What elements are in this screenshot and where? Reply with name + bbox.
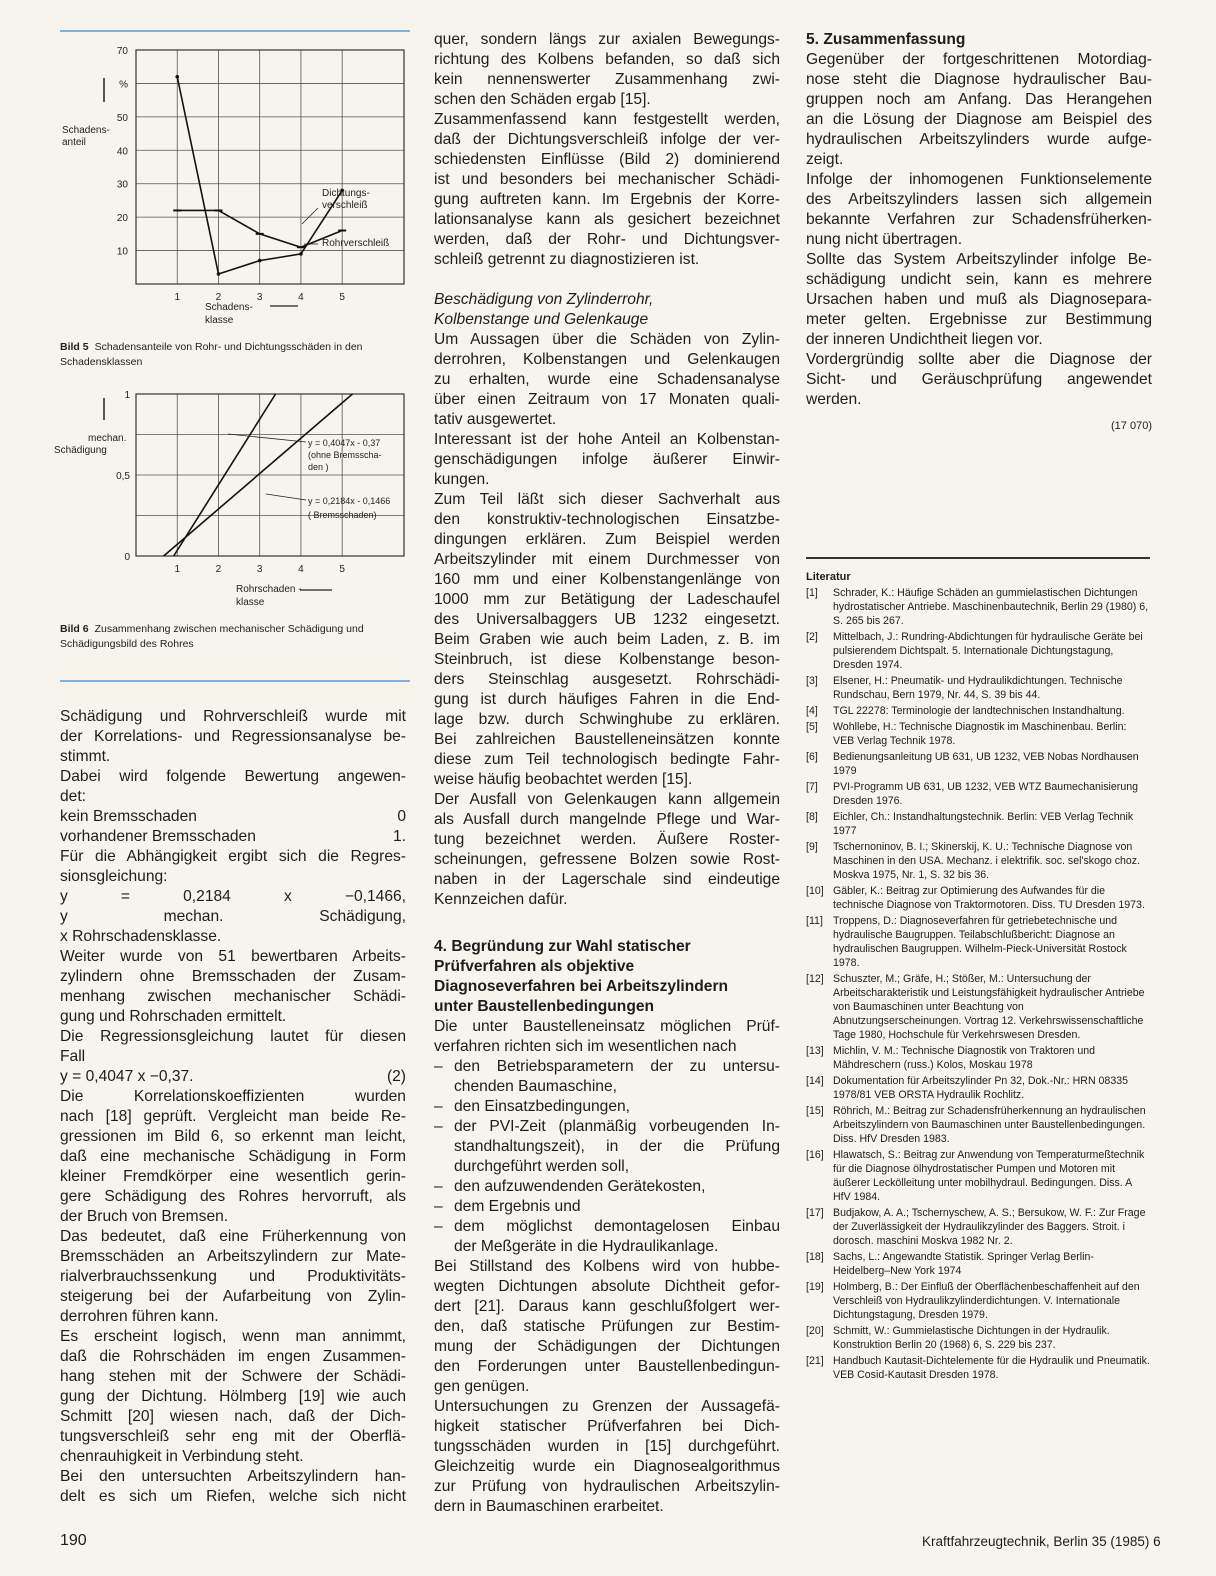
- text-line: Sicht- und Geräuschprüfung angewendet: [806, 371, 1152, 388]
- text-line: als Ausfall durch mangelnde Pflege und War-: [434, 811, 780, 828]
- reference-number: [15]: [806, 1105, 824, 1117]
- reference-text: Dokumentation für Arbeitszylinder Pn 32, Dok.-Nr.: HRN 08335 1978/81 VEB ORSTA Hydraulik Rochlitz.: [833, 1075, 1128, 1101]
- x-axis-label: Schadens-: [205, 302, 253, 313]
- reference-text: Röhrich, M.: Beitrag zur Schadensfrüherkennung an hydraulischen Arbeitszylindern von Baumaschinen unter Baustellenbedingungen. Diss. HfV Dresden 1983.: [833, 1105, 1146, 1145]
- text-line: steigerung bei der Aufarbeitung von Zylin-: [60, 1288, 406, 1305]
- section-heading: 4. Begründung zur Wahl statischer: [434, 938, 691, 955]
- y-tick-label: 1: [124, 390, 130, 401]
- article-code: (17 070): [1111, 420, 1152, 432]
- text-line: lationsanalyse kann als gesichert bezeichnet: [434, 211, 780, 228]
- regression-label-1: y = 0,4047x - 0,37: [308, 438, 381, 448]
- data-point: [258, 259, 262, 263]
- text-line: y = 0,2184 x −0,1466,: [60, 888, 406, 905]
- text-line: [60, 1067, 406, 1087]
- reference-item: [806, 1280, 1150, 1322]
- text-line: Bei den untersuchten Arbeitszylindern han-: [60, 1468, 406, 1485]
- text-line-right: 0: [397, 808, 406, 825]
- text-line: dern in Baumaschinen erarbeitet.: [434, 1498, 664, 1515]
- list-item-text: den Betriebsparametern der zu untersu-: [454, 1058, 780, 1075]
- text-line-right: (2): [386, 1068, 406, 1085]
- text-line: menhang zwischen mechanischer Schädi-: [60, 988, 406, 1005]
- x-axis-label: klasse: [236, 597, 265, 608]
- text-line: diese zum Teil technologisch bedingte Fahr-: [434, 751, 780, 768]
- text-line: meter gelten. Ergebnisse zur Bestimmung: [806, 311, 1152, 328]
- text-line: der Korrelations- und Regressionsanalyse be-: [60, 728, 406, 745]
- text-line: higkeit statischer Prüfverfahren bei Dich-: [434, 1418, 780, 1435]
- text-line: Weiter wurde von 51 bewertbaren Arbeits-: [60, 948, 406, 965]
- list-item-text: den Einsatzbedingungen,: [454, 1098, 631, 1115]
- reference-number: [4]: [806, 705, 818, 717]
- x-tick-label: 2: [215, 564, 222, 575]
- y-axis-label: anteil: [62, 137, 86, 148]
- list-item: [434, 1057, 780, 1077]
- text-line: Der Ausfall von Gelenkaugen kann allgemein: [434, 791, 780, 808]
- text-line: derrohren, Kolbenstangen und Gelenkaugen: [434, 351, 780, 368]
- page-number: 190: [60, 1532, 87, 1549]
- dash-marker: –: [434, 1178, 443, 1195]
- dash-marker: [434, 1237, 454, 1257]
- text-line: richtung des Kolbens befanden, so daß sich: [434, 51, 780, 68]
- text-line: Die unter Baustelleneinsatz möglichen Prüf-: [434, 1018, 780, 1035]
- text-line: den, daß statische Prüfungen zur Bestim-: [434, 1318, 780, 1335]
- spacer: [434, 270, 780, 290]
- dash-marker: –: [434, 1098, 443, 1115]
- y-tick-label: 10: [116, 246, 128, 258]
- text-line: gung ist durch häufiges Fahren in die End-: [434, 691, 780, 708]
- reference-number: [2]: [806, 631, 818, 643]
- list-item-text: der Meßgeräte in die Hydraulikanlage.: [454, 1238, 719, 1255]
- text-line: Fall: [60, 1048, 86, 1065]
- y-axis-label: Schadens-: [62, 125, 110, 136]
- text-line: Schmitt [20] wiesen nach, daß der Dich-: [60, 1408, 406, 1425]
- reference-text: Gäbler, K.: Beitrag zur Optimierung des Aufwandes für die technische Diagnose von Traktormotoren. Diss. TU Dresden 1973.: [833, 885, 1145, 911]
- reference-text: Eichler, Ch.: Instandhaltungstechnik. Berlin: VEB Verlag Technik 1977: [833, 811, 1134, 837]
- literature-list: [806, 570, 1150, 1384]
- y-axis-label: mechan.: [88, 433, 127, 444]
- x-tick-label: 5: [339, 564, 345, 575]
- x-tick-label: 1: [174, 292, 181, 303]
- text-line: Untersuchungen zu Grenzen der Aussagefä-: [434, 1398, 780, 1415]
- text-line: schädigung undicht sein, kann es mehrere: [806, 271, 1152, 288]
- text-line: 160 mm und einer Kolbenstangenlänge von: [434, 571, 780, 588]
- text-line: [60, 807, 406, 827]
- text-line: zur Prüfung von hydraulischen Arbeitszylin-: [434, 1478, 780, 1495]
- figure-5: [60, 36, 420, 336]
- y-tick-label: 50: [116, 112, 128, 124]
- text-line: det:: [60, 788, 87, 805]
- list-item-text: standhaltungszeit), in der die Prüfung: [454, 1138, 780, 1155]
- list-item: [434, 1077, 780, 1097]
- text-line: chenrauhigkeit in Verbindung steht.: [60, 1448, 304, 1465]
- reference-number: [20]: [806, 1325, 824, 1337]
- reference-item: [806, 914, 1150, 970]
- reference-number: [3]: [806, 675, 818, 687]
- text-line: 1000 mm zur Betätigung der Ladeschaufel: [434, 591, 780, 608]
- y-tick-label: 0,5: [116, 471, 130, 482]
- text-line: scheinungen, gefressene Bolzen sowie Rost-: [434, 851, 780, 868]
- reference-text: Hlawatsch, S.: Beitrag zur Anwendung von Temperaturmeßtechnik für die Diagnose ölhydrostatischer Pumpen und Motoren mit äußerer Leckölleitung unter mobilhydraul. Bedingungen. Diss. A HfV 1984.: [833, 1149, 1145, 1203]
- text-line: derrohren führen kann.: [60, 1308, 219, 1325]
- text-line: Bei Stillstand des Kolbens wird von hubbe-: [434, 1258, 780, 1275]
- list-item: [434, 1217, 780, 1237]
- text-line: hydraulischen Arbeitszylinders wurde aufge-: [806, 131, 1152, 148]
- list-item: [434, 1137, 780, 1157]
- text-line: tativ ausgewertet.: [434, 411, 557, 428]
- text-line: kungen.: [434, 471, 490, 488]
- literature-rule: [806, 557, 1150, 559]
- text-line: Gleichzeitig wurde ein Diagnosealgorithmus: [434, 1458, 780, 1475]
- y-axis-label: Schädigung: [54, 445, 107, 456]
- subsection-heading: Kolbenstange und Gelenkauge: [434, 311, 649, 328]
- text-line: Interessant ist der hohe Anteil an Kolbenstan-: [434, 431, 780, 448]
- reference-text: PVI-Programm UB 631, UB 1232, VEB WTZ Baumechanisierung Dresden 1976.: [833, 781, 1138, 807]
- x-axis-label: klasse: [205, 315, 234, 326]
- x-axis-label: Rohrschaden -: [236, 584, 302, 595]
- reference-text: Mittelbach, J.: Rundring-Abdichtungen für hydraulische Geräte bei pulsierendem Dichtspalt. 5. Internationale Dichtungstagung, Dresden 1974.: [833, 631, 1143, 671]
- text-line: daß die Rohrschäden im engen Zusammen-: [60, 1348, 406, 1365]
- reference-number: [12]: [806, 973, 824, 985]
- reference-number: [6]: [806, 751, 818, 763]
- text-line: gung auftreten kann. Im Ergebnis der Korre-: [434, 191, 780, 208]
- y-tick-label: 30: [116, 179, 128, 191]
- regression-label-1: den ): [308, 462, 329, 472]
- x-tick-label: 4: [298, 564, 304, 575]
- text-line: gere Schädigung des Rohres hervorruft, als: [60, 1188, 406, 1205]
- text-line: Sollte das System Arbeitszylinder infolge Be-: [806, 251, 1152, 268]
- column-2-text: [434, 30, 780, 1517]
- text-line: delt es sich um Riefen, welche sich nicht: [60, 1488, 406, 1505]
- figure-5-chart: [60, 36, 420, 336]
- label-leader: [266, 494, 306, 500]
- column-3-text: [806, 30, 1152, 436]
- series-label-rohr: Rohrverschleiß: [322, 238, 390, 249]
- text-line: zeigt.: [806, 151, 844, 168]
- reference-item: [806, 1074, 1150, 1102]
- reference-item: [806, 630, 1150, 672]
- text-line: schleiß getrennt zu diagnostizieren ist.: [434, 251, 700, 268]
- text-line: Es erscheint logisch, wenn man annimmt,: [60, 1328, 406, 1345]
- text-line: Infolge der inhomogenen Funktionselemente: [806, 171, 1152, 188]
- reference-number: [17]: [806, 1207, 824, 1219]
- reference-item: [806, 884, 1150, 912]
- dash-marker: –: [434, 1058, 443, 1075]
- reference-text: Schmitt, W.: Gummielastische Dichtungen in der Hydraulik. Konstruktion Berlin 20 (1968) 6, S. 229 bis 237.: [833, 1325, 1110, 1351]
- reference-number: [7]: [806, 781, 818, 793]
- text-line: ders Steinschlag ausgesetzt. Rohrschädi-: [434, 671, 780, 688]
- data-point: [299, 252, 303, 256]
- text-line: gung und Rohrschaden ermittelt.: [60, 1008, 287, 1025]
- text-line: Beim Graben wie auch beim Laden, z. B. im: [434, 631, 780, 648]
- reference-number: [13]: [806, 1045, 824, 1057]
- text-line: wegten Dichtungen absolute Dichtheit gefor-: [434, 1278, 780, 1295]
- list-item-text: durchgeführt werden soll,: [454, 1158, 630, 1175]
- reference-text: Handbuch Kautasit-Dichtelemente für die Hydraulik und Pneumatik. VEB Cosid-Kautasit Dresden 1978.: [833, 1355, 1150, 1381]
- regression-label-1: (ohne Bremsscha-: [308, 450, 382, 460]
- list-item-text: der PVI-Zeit (planmäßig vorbeugenden In-: [454, 1118, 780, 1135]
- text-line: tung bezeichnet werden. Äußere Roster-: [434, 831, 780, 848]
- text-line: an die Lösung der Diagnose am Beispiel des: [806, 111, 1152, 128]
- reference-number: [21]: [806, 1355, 824, 1367]
- reference-text: Sachs, L.: Angewandte Statistik. Springer Verlag Berlin-Heidelberg–New York 1974: [833, 1251, 1094, 1277]
- text-line: den konstruktiv-technologischen Einsatzbe-: [434, 511, 780, 528]
- text-line: schen den Schäden ergab [15].: [434, 91, 651, 108]
- reference-text: Budjakow, A. A.; Tschernyschew, A. S.; Bersukow, W. F.: Zur Frage der Zuverlässigkeit der Hydraulikzylinder des Baggers. Stroit. i dorosch. maschini Moskva 1982 Nr. 2.: [833, 1207, 1146, 1247]
- list-item: [434, 1237, 780, 1257]
- dash-marker: [434, 1157, 454, 1177]
- section-heading: Diagnoseverfahren bei Arbeitszylindern: [434, 978, 729, 995]
- reference-number: [9]: [806, 841, 818, 853]
- text-line: Schädigung und Rohrverschleiß wurde mit: [60, 708, 406, 725]
- figure-6-chart: [54, 384, 420, 624]
- text-line: nose steht die Diagnose hydraulischer Bau-: [806, 71, 1152, 88]
- list-item: [434, 1177, 780, 1197]
- text-line: dingungen erklären. Zum Beispiel werden: [434, 531, 780, 548]
- reference-text: Schuszter, M.; Gräfe, H.; Stößer, M.: Untersuchung der Arbeitscharakteristik und Leistungsfähigkeit hydraulischer Antriebe von Baumaschinen unter Beachtung von Abnutzungserscheinungen. Vortrag 12. Verkehrswissenschaftliche Tage 1980, Hochschule für Verkehrswesen Dresden.: [833, 973, 1145, 1041]
- text-line: gen genügen.: [434, 1378, 530, 1395]
- figure-6-grid: [136, 394, 404, 556]
- figure-6-number: Bild 6: [60, 623, 89, 635]
- text-line: stimmt.: [60, 748, 111, 765]
- text-line: Zusammenfassend kann festgestellt werden,: [434, 111, 780, 128]
- reference-item: [806, 1354, 1150, 1382]
- list-item-text: den aufzuwendenden Gerätekosten,: [454, 1178, 706, 1195]
- text-line: nach [18] geprüft. Vergleicht man beide Re-: [60, 1108, 406, 1125]
- label-leader: [228, 434, 306, 442]
- text-line: des Arbeitszylinders lassen sich allgemein: [806, 191, 1152, 208]
- literature-heading: Literatur: [806, 571, 851, 583]
- list-item: [434, 1097, 780, 1117]
- figure-5-number: Bild 5: [60, 341, 89, 353]
- figure-5-caption: [60, 340, 412, 370]
- reference-text: Schrader, K.: Häufige Schäden an gummielastischen Dichtungen hydrostatischer Antriebe. Maschinenbautechnik, Berlin 29 (1980) 6, S. 265 bis 267.: [833, 587, 1149, 627]
- reference-number: [10]: [806, 885, 824, 897]
- text-line: Ursachen haben und muß als Diagnosepara-: [806, 291, 1152, 308]
- reference-item: [806, 1206, 1150, 1248]
- text-line: naben in der Lagerschale sind eindeutige: [434, 871, 780, 888]
- text-line: der Bruch von Bremsen.: [60, 1208, 229, 1225]
- x-tick-label: 5: [339, 292, 345, 303]
- text-line: gressionen im Bild 6, so erkennt man leicht,: [60, 1128, 406, 1145]
- dash-marker: [434, 1077, 454, 1097]
- reference-text: Wohllebe, H.: Technische Diagnostik im Maschinenbau. Berlin: VEB Verlag Technik 1978.: [833, 721, 1127, 747]
- reference-number: [16]: [806, 1149, 824, 1161]
- list-item: [434, 1157, 780, 1177]
- text-line: Steinbruch, ist diese Kolbenstange beson-: [434, 651, 780, 668]
- reference-number: [18]: [806, 1251, 824, 1263]
- figure-6: [54, 384, 420, 624]
- text-line: tungsverschleiß sehr eng mit der Oberflä-: [60, 1428, 406, 1445]
- figure-bottom-rule: [60, 680, 410, 682]
- list-item-text: dem Ergebnis und: [454, 1198, 581, 1215]
- reference-text: Troppens, D.: Diagnoseverfahren für getriebetechnische und hydraulische Baugruppen. Teilabschlußbericht: Diagnose an hydraulischen Baugruppen. Wilhelm-Pieck-Universität Rostock 1978.: [833, 915, 1127, 969]
- reference-text: TGL 22278: Terminologie der landtechnischen Instandhaltung.: [833, 705, 1125, 717]
- regression-label-2: y = 0,2184x - 0,1466: [308, 496, 391, 506]
- text-line: kleiner Fremdkörper eine wesentlich gerin-: [60, 1168, 406, 1185]
- list-item: [434, 1197, 780, 1217]
- journal-footer: Kraftfahrzeugtechnik, Berlin 35 (1985) 6: [922, 1534, 1161, 1549]
- text-line: werden, daß der Rohr- und Dichtungsver-: [434, 231, 780, 248]
- reference-item: [806, 720, 1150, 748]
- reference-item: [806, 972, 1150, 1042]
- text-line: Vordergründig sollte aber die Diagnose der: [806, 351, 1152, 368]
- reference-item: [806, 674, 1150, 702]
- text-line: rialverbrauchssenkung und Produktivitäts-: [60, 1268, 406, 1285]
- reference-text: Tschernoninov, B. I.; Skinerskij, K. U.: Technische Diagnose von Maschinen in den USA. Mechanz. i elektrifik. soc. sel'skogo choz. Moskva 1975, Nr. 1, S. 32 bis 36.: [833, 841, 1141, 881]
- text-line: mung der Schädigungen der Dichtungen: [434, 1338, 780, 1355]
- text-line: hang stehen mit der Schwere der Schädi-: [60, 1368, 406, 1385]
- y-tick-label: 0: [124, 552, 130, 563]
- section-heading: unter Baustellenbedingungen: [434, 998, 655, 1015]
- dash-marker: –: [434, 1118, 443, 1135]
- reference-number: [1]: [806, 587, 818, 599]
- y-tick-label: 40: [116, 146, 128, 158]
- text-line: Das bedeutet, daß eine Früherkennung von: [60, 1228, 406, 1245]
- text-line: bekannte Verfahren zur Schadensfrüherken-: [806, 211, 1152, 228]
- x-tick-label: 3: [256, 564, 263, 575]
- text-line: Arbeitszylinder mit einem Durchmesser von: [434, 551, 780, 568]
- list-item: [434, 1117, 780, 1137]
- figure-5-caption-text: Schadensanteile von Rohr- und Dichtungsschäden in den Schadensklassen: [60, 341, 363, 368]
- subsection-heading: Beschädigung von Zylinderrohr,: [434, 291, 654, 308]
- text-line: Zum Teil läßt sich dieser Sachverhalt aus: [434, 491, 780, 508]
- reference-number: [5]: [806, 721, 818, 733]
- text-line: den Forderungen unter Baustellenbedingun-: [434, 1358, 780, 1375]
- text-line: der inneren Undichtheit liegen vor.: [806, 331, 1043, 348]
- text-line: kein nennenswerter Zusammenhang zwi-: [434, 71, 780, 88]
- figure-6-caption-text: Zusammenhang zwischen mechanischer Schädigung und Schädigungsbild des Rohres: [60, 623, 364, 650]
- y-tick-label: 20: [116, 213, 128, 225]
- reference-number: [14]: [806, 1075, 824, 1087]
- text-line: [60, 827, 406, 847]
- y-unit-label: %: [119, 79, 128, 91]
- dash-marker: [434, 1137, 454, 1157]
- x-tick-label: 3: [256, 292, 263, 303]
- text-line: y mechan. Schädigung,: [60, 908, 406, 925]
- reference-item: [806, 1250, 1150, 1278]
- list-item-text: dem möglichst demontagelosen Einbau: [454, 1218, 780, 1235]
- text-line: schiedensten Einflüsse (Bild 2) dominierend: [434, 151, 780, 168]
- text-line: nung nicht übertragen.: [806, 231, 963, 248]
- top-rule: [60, 30, 410, 32]
- reference-item: [806, 1044, 1150, 1072]
- section-heading: Prüfverfahren als objektive: [434, 958, 635, 975]
- text-line-right: 1.: [392, 828, 406, 845]
- x-tick-label: 2: [215, 292, 222, 303]
- text-line: tungsschäden wurden in [15] durchgeführt.: [434, 1438, 780, 1455]
- x-tick-label: 4: [298, 292, 304, 303]
- text-line: Um Aussagen über die Schäden von Zylin-: [434, 331, 780, 348]
- text-line: Kennzeichen dafür.: [434, 891, 568, 908]
- reference-text: Michlin, V. M.: Technische Diagnostik von Traktoren und Mähdreschern (russ.) Kolos, Moskau 1978: [833, 1045, 1096, 1071]
- text-line: Bei zahlreichen Baustelleneinsätzen konnte: [434, 731, 780, 748]
- y-tick-label: 70: [116, 46, 128, 57]
- reference-text: Bedienungsanleitung UB 631, UB 1232, VEB Nobas Nordhausen 1979: [833, 751, 1139, 777]
- dash-marker: –: [434, 1198, 443, 1215]
- data-point: [217, 272, 221, 276]
- reference-text: Elsener, H.: Pneumatik- und Hydraulikdichtungen. Technische Rundschau, Bern 1979, Nr. 44, S. 39 bis 44.: [833, 675, 1123, 701]
- text-line: gung der Dichtung. Hölmberg [19] wie auch: [60, 1388, 406, 1405]
- text-line: x Rohrschadensklasse.: [60, 928, 222, 945]
- reference-item: [806, 750, 1150, 778]
- data-point: [175, 75, 179, 79]
- figure-6-caption: [60, 622, 412, 652]
- text-line: gruppen noch am Anfang. Das Herangehen: [806, 91, 1152, 108]
- text-line-left: kein Bremsschaden: [60, 808, 197, 825]
- spacer: [434, 910, 780, 937]
- x-tick-label: 1: [174, 564, 181, 575]
- reference-number: [19]: [806, 1281, 824, 1293]
- series-label-dichtung: Dichtungs-: [322, 188, 370, 199]
- reference-item: [806, 586, 1150, 628]
- text-line: sionsgleichung:: [60, 868, 168, 885]
- reference-text: Holmberg, B.: Der Einfluß der Oberflächenbeschaffenheit auf den Verschleiß von Hydraulikzylinderdichtungen. V. Internationale Dichtungstagung, Dresden 1979.: [833, 1281, 1140, 1321]
- text-line: weise häufig beobachtet werden [15].: [434, 771, 693, 788]
- section-heading: 5. Zusammenfassung: [806, 31, 966, 48]
- text-line: verfahren richten sich im wesentlichen nach: [434, 1038, 737, 1055]
- text-line: Dabei wird folgende Bewertung angewen-: [60, 768, 406, 785]
- reference-item: [806, 840, 1150, 882]
- text-line: genschädigungen infolge äußerer Einwir-: [434, 451, 780, 468]
- text-line: des Universalbaggers UB 1232 eingesetzt.: [434, 611, 780, 628]
- reference-item: [806, 1324, 1150, 1352]
- reference-item: [806, 1104, 1150, 1146]
- label-leader: [302, 208, 318, 224]
- text-line: zu erhalten, wurde eine Schadensanalyse: [434, 371, 780, 388]
- text-line: ist und besonders bei mechanischer Schädi-: [434, 171, 780, 188]
- text-line: dert [21]. Daraus kann geschlußfolgert wer-: [434, 1298, 780, 1315]
- regression-label-2: ( Bremsschaden): [308, 510, 377, 520]
- text-line: Die Korrelationskoeffizienten wurden: [60, 1088, 406, 1105]
- text-line: werden.: [806, 391, 862, 408]
- text-line: daß der Dichtungsverschleiß infolge der ver-: [434, 131, 780, 148]
- dash-marker: –: [434, 1218, 443, 1235]
- series-label-dichtung: verschleiß: [322, 200, 368, 211]
- reference-number: [11]: [806, 915, 823, 927]
- text-line: über einen Zeitraum von 17 Monaten quali-: [434, 391, 780, 408]
- text-line: lage bzw. durch Schwinghube zu erklären.: [434, 711, 780, 728]
- text-line: Bremsschäden an Arbeitszylindern zur Mate-: [60, 1248, 406, 1265]
- text-line-left: vorhandener Bremsschaden: [60, 828, 256, 845]
- reference-item: [806, 780, 1150, 808]
- text-line: Die Regressionsgleichung lautet für diesen: [60, 1028, 406, 1045]
- text-line: zylindern ohne Bremsschaden der Zusam-: [60, 968, 406, 985]
- text-line-left: y = 0,4047 x −0,37.: [60, 1068, 194, 1085]
- text-line: Gegenüber der fortgeschrittenen Motordiag-: [806, 51, 1152, 68]
- reference-item: [806, 704, 1150, 718]
- text-line: Für die Abhängigkeit ergibt sich die Regres-: [60, 848, 406, 865]
- text-line: quer, sondern längs zur axialen Bewegungs-: [434, 31, 780, 48]
- reference-number: [8]: [806, 811, 818, 823]
- reference-item: [806, 810, 1150, 838]
- list-item-text: chenden Baumaschine,: [454, 1078, 617, 1095]
- text-line: daß eine mechanische Schädigung in Form: [60, 1148, 406, 1165]
- reference-item: [806, 1148, 1150, 1204]
- column-1-text: [60, 707, 406, 1507]
